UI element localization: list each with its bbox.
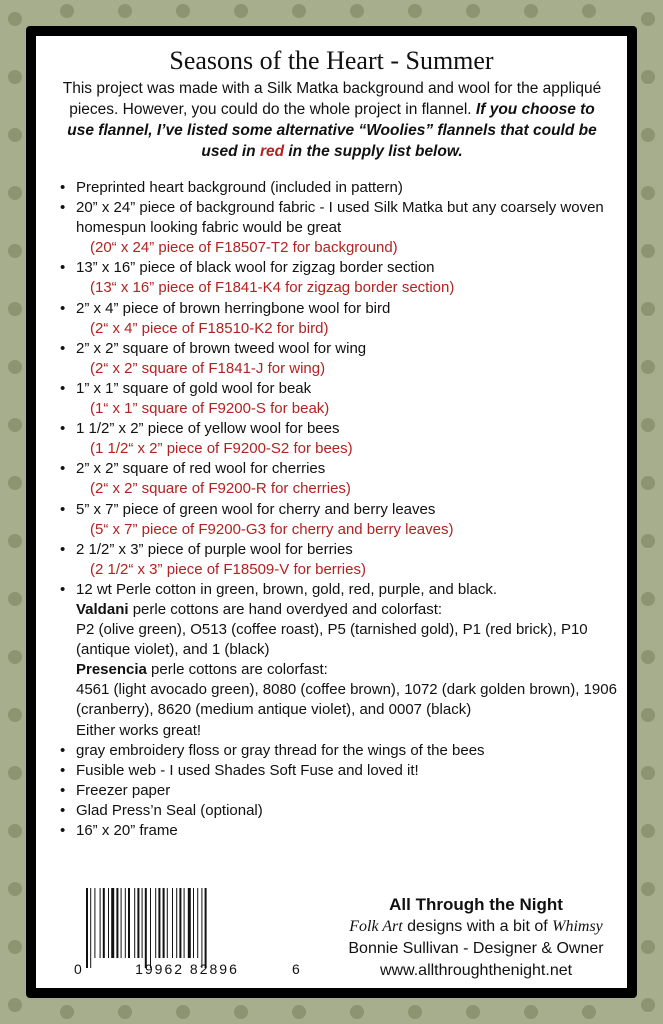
flannel-alternative: (2“ x 2” square of F9200-R for cherries) [90, 480, 351, 498]
intro-paragraph [54, 78, 610, 162]
supply-text: Fusible web - I used Shades Soft Fuse and loved it! [76, 761, 419, 779]
background-dot [466, 1005, 480, 1019]
background-dot [641, 418, 655, 432]
background-dot [8, 12, 22, 26]
barcode-bar [128, 888, 130, 958]
flannel-alternative: (2 1/2“ x 3” piece of F18509-V for berries) [90, 560, 366, 578]
background-dot [8, 360, 22, 374]
intro-bold-a: If you choose to use flannel, I’ve listed some alternative “Woolies” flannels that could be used in [67, 101, 597, 160]
supply-item-perle [60, 580, 620, 741]
background-dot [641, 128, 655, 142]
barcode-bar [125, 888, 126, 958]
background-dot [234, 4, 248, 18]
presencia-name: Presencia [76, 661, 147, 679]
page-title: Seasons of the Heart - Summer [169, 46, 494, 75]
barcode-bar [179, 888, 181, 958]
barcode-digit-left: 0 [74, 961, 82, 977]
supply-text: 2” x 4” piece of brown herringbone wool for bird [76, 299, 391, 317]
barcode-bar [145, 888, 147, 968]
supply-item [60, 459, 620, 499]
supply-text: 2” x 2” square of red wool for cherries [76, 460, 326, 478]
background-dot [8, 70, 22, 84]
background-dot [8, 998, 22, 1012]
background-dot [641, 650, 655, 664]
supply-text: 1 1/2” x 2” piece of yellow wool for bees [76, 420, 340, 438]
valdani-name: Valdani [76, 600, 129, 618]
background-dot [8, 186, 22, 200]
barcode-bar [142, 888, 143, 958]
background-dot [292, 4, 306, 18]
flannel-alternative: (1 1/2“ x 2” piece of F9200-S2 for bees) [90, 440, 353, 458]
valdani-colors: P2 (olive green), O513 (coffee roast), P5 (tarnished gold), P1 (red brick), P10 (antique violet), and 1 (black) [76, 621, 588, 659]
background-dot [641, 534, 655, 548]
background-dot [60, 1005, 74, 1019]
barcode-bar [100, 888, 101, 958]
background-dot [582, 4, 596, 18]
background-dot [8, 650, 22, 664]
background-dot [8, 882, 22, 896]
supply-item [60, 500, 620, 540]
barcode-digit-right: 6 [292, 961, 300, 977]
barcode-bar [172, 888, 173, 958]
barcode-bar [116, 888, 118, 958]
supply-text: 2 1/2” x 3” piece of purple wool for berries [76, 540, 353, 558]
barcode-bar [158, 888, 160, 958]
barcode-bar [176, 888, 177, 958]
presencia-line [76, 660, 620, 680]
background-dot [350, 4, 364, 18]
supply-item [60, 741, 620, 761]
supply-text: Preprinted heart background (included in pattern) [76, 179, 403, 196]
barcode-bar [193, 888, 194, 958]
barcode-bar [205, 888, 207, 968]
background-dot [641, 592, 655, 606]
tagline-folk-art: Folk Art [349, 918, 403, 935]
background-dot [118, 1005, 132, 1019]
background-dot [582, 1005, 596, 1019]
barcode-bar [150, 888, 151, 968]
background-dot [641, 998, 655, 1012]
pattern-card [26, 26, 637, 998]
barcode-bar [167, 888, 168, 958]
background-dot [60, 4, 74, 18]
supply-text: 16” x 20” frame [76, 822, 178, 839]
background-dot [118, 4, 132, 18]
valdani-text: perle cottons are hand overdyed and colorfast: [128, 600, 443, 618]
barcode-bar [188, 888, 191, 958]
background-dot [524, 4, 538, 18]
tagline-whimsy: Whimsy [552, 918, 603, 935]
supply-item [60, 419, 620, 459]
supply-text: 20” x 24” piece of background fabric - I used Silk Matka but any coarsely woven homespun looking fabric would be great [76, 199, 604, 237]
background-dot [641, 476, 655, 490]
tagline [336, 916, 616, 938]
background-dot [641, 302, 655, 316]
card-content [36, 36, 627, 988]
background-dot [466, 4, 480, 18]
background-dot [641, 186, 655, 200]
supply-text: 1” x 1” square of gold wool for beak [76, 379, 312, 397]
designer-line: Bonnie Sullivan - Designer & Owner [348, 940, 604, 957]
barcode-digits: 19962 82896 [135, 961, 239, 977]
background-dot [408, 1005, 422, 1019]
perle-text: • 12 wt Perle cotton in green, brown, gold, red, purple, and black. [76, 580, 498, 598]
supply-text: 13” x 16” piece of black wool for zigzag border section [76, 259, 435, 277]
barcode-bar [197, 888, 198, 958]
supply-text: Glad Press’n Seal (optional) [76, 801, 263, 819]
presencia-colors: 4561 (light avocado green), 8080 (coffee brown), 1072 (dark golden brown), 1906 (cranberry), 8620 (medium antique violet), and 0007 (black) [76, 681, 617, 719]
flannel-alternative: (5“ x 7” piece of F9200-G3 for cherry and berry leaves) [90, 520, 454, 538]
background-dot [234, 1005, 248, 1019]
background-dot [641, 882, 655, 896]
barcode-bar [137, 888, 139, 958]
barcode-bar [121, 888, 122, 958]
tagline-middle: designs with a bit of [402, 918, 553, 935]
supply-item [60, 178, 620, 198]
background-dot [292, 1005, 306, 1019]
background-dot [641, 824, 655, 838]
background-dot [641, 940, 655, 954]
background-dot [8, 244, 22, 258]
supply-text: 5” x 7” piece of green wool for cherry and berry leaves [76, 500, 436, 518]
background-dot [8, 302, 22, 316]
website-link[interactable]: www.allthroughthenight.net [379, 962, 573, 979]
intro-bold-b: in the supply list below. [288, 143, 463, 160]
supply-item [60, 761, 620, 781]
background-dot [8, 418, 22, 432]
barcode-bar [155, 888, 156, 958]
background-dot [8, 128, 22, 142]
supply-item [60, 540, 620, 580]
presencia-text: perle cottons are colorfast: [146, 661, 328, 679]
company-footer [336, 894, 616, 982]
barcode-bar [94, 888, 95, 958]
flannel-alternative: (2“ x 4” piece of F18510-K2 for bird) [90, 319, 329, 337]
upc-barcode [72, 888, 302, 978]
background-dot [641, 70, 655, 84]
supply-text: Freezer paper [76, 781, 171, 799]
valdani-line [76, 600, 620, 620]
background-dot [641, 244, 655, 258]
background-dot [350, 1005, 364, 1019]
intro-plain: This project was made with a Silk Matka background and wool for the appliqué pieces. However, you could do the whole project in flannel. [62, 80, 602, 118]
background-dot [641, 12, 655, 26]
supply-text: 2” x 2” square of brown tweed wool for wing [76, 339, 367, 357]
background-dot [641, 766, 655, 780]
supply-item [60, 339, 620, 379]
flannel-alternative: (13“ x 16” piece of F1841-K4 for zigzag border section) [90, 279, 455, 297]
barcode-bar [163, 888, 165, 958]
background-dot [8, 476, 22, 490]
background-dot [176, 4, 190, 18]
background-dot [641, 708, 655, 722]
barcode-bar [103, 888, 105, 958]
supply-item [60, 258, 620, 298]
flannel-alternative: (2“ x 2” square of F1841-J for wing) [90, 359, 326, 377]
supply-item [60, 821, 620, 841]
background-dot [8, 824, 22, 838]
barcode-bar [108, 888, 109, 958]
barcode-bars [86, 888, 207, 968]
background-dot [176, 1005, 190, 1019]
background-dot [8, 766, 22, 780]
supply-list [60, 178, 620, 841]
barcode-bar [184, 888, 185, 958]
barcode-bar [111, 888, 114, 958]
background-dot [8, 592, 22, 606]
background-dot [641, 360, 655, 374]
either-note: Either works great! [76, 721, 202, 739]
flannel-alternative: (20“ x 24” piece of F18507-T2 for background) [90, 239, 398, 257]
supply-item [60, 379, 620, 419]
flannel-alternative: (1“ x 1” square of F9200-S for beak) [90, 400, 330, 418]
background-dot [8, 940, 22, 954]
background-dot [408, 4, 422, 18]
supply-item [60, 801, 620, 821]
background-dot [8, 534, 22, 548]
barcode-bar [134, 888, 135, 958]
barcode-bar [201, 888, 202, 968]
barcode-bar [86, 888, 88, 968]
background-dot [8, 708, 22, 722]
background-dot [524, 1005, 538, 1019]
supply-text: gray embroidery floss or gray thread for the wings of the bees [76, 741, 485, 759]
intro-bold-red: red [259, 143, 285, 160]
supply-item [60, 198, 620, 258]
supply-item [60, 299, 620, 339]
barcode-bar [90, 888, 91, 968]
supply-item [60, 781, 620, 801]
company-name: All Through the Night [389, 895, 563, 914]
